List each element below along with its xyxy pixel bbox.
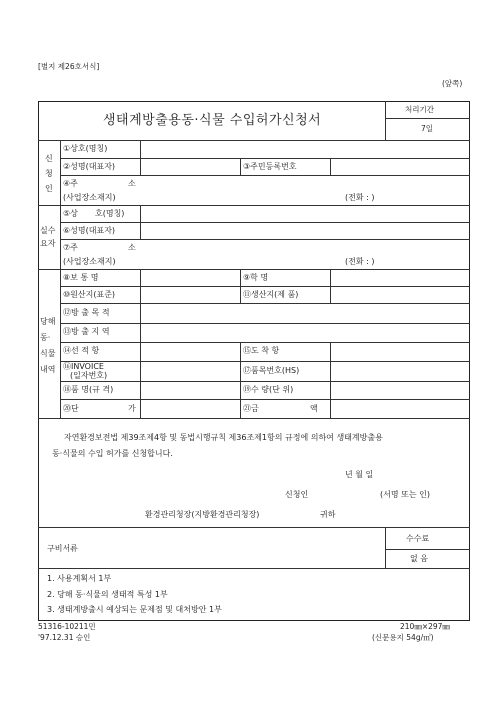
arrival-port-label: ⑮도 착 항	[243, 346, 280, 355]
processing-period-label: 처리기간	[405, 105, 434, 114]
shipping-port-label: ⑭선 적 항	[63, 346, 100, 355]
amount-label-end: 액	[310, 404, 318, 413]
details-section-label: 식물	[40, 349, 56, 358]
addressee: 환경관리청장(지방환경관리청장)	[145, 510, 260, 519]
release-purpose-label: ⑫방 출 목 적	[63, 308, 110, 317]
invoice-label: ⑯INVOICE	[63, 362, 104, 371]
applicant-resident-number-label: ③주민등록번호	[243, 162, 297, 171]
applicant-section-char: 인	[45, 184, 53, 193]
required-document-item: 2. 당해 동·식물의 생태적 특성 1부	[47, 590, 168, 599]
scientific-name-label: ⑨학 명	[243, 273, 269, 282]
signature-note: (서명 또는 인)	[380, 490, 430, 499]
quantity-label: ⑲수 량(단 위)	[243, 385, 294, 394]
applicant-signature-label: 신청인	[285, 490, 309, 499]
invoice-sublabel: (일자번호)	[70, 371, 108, 380]
importer-representative-label: ⑥성명(대표자)	[63, 226, 116, 235]
unit-price-label: ⑳단	[63, 404, 79, 413]
applicant-section-char: 신	[45, 154, 53, 163]
importer-phone-label: (전화 : )	[345, 257, 375, 266]
production-place-label: ⑪생산지(제 품)	[243, 290, 299, 299]
applicant-address-label: ④주	[63, 179, 78, 188]
page-side-label: (앞쪽)	[442, 79, 463, 88]
applicant-workplace-label: (사업장소재지)	[63, 193, 116, 202]
details-section-label: 당해	[40, 317, 56, 326]
details-section-label: 동·	[40, 333, 51, 342]
applicant-address-label-end: 소	[128, 179, 136, 188]
details-section-label: 내역	[40, 365, 56, 374]
required-document-item: 1. 사용계획서 1부	[47, 574, 112, 583]
amount-label: ㉑금	[243, 404, 259, 413]
unit-price-label-end: 가	[128, 404, 136, 413]
approval-date: '97.12.31 승인	[38, 633, 91, 642]
application-date: 년 월 일	[345, 470, 374, 479]
form-code: 51316-10211민	[38, 622, 96, 631]
fee-label: 수수료	[406, 534, 430, 543]
honorific: 귀하	[320, 510, 336, 519]
processing-period-value: 7일	[421, 124, 434, 133]
importer-name-label-end: 호(명칭)	[95, 209, 125, 218]
importer-section-label: 요자	[40, 239, 56, 248]
form-title: 생태계방출용동·식물 수입허가신청서	[103, 113, 322, 128]
product-name-label: ⑱품 명(규 격)	[63, 385, 114, 394]
applicant-section-char: 청	[45, 169, 53, 178]
required-documents-label: 구비서류	[47, 544, 78, 553]
statement-line: 동·식물의 수입 허가를 신청합니다.	[52, 449, 173, 458]
importer-name-label: ⑤상	[63, 209, 78, 218]
paper-spec: (신문용지 54g/㎡)	[372, 633, 434, 642]
importer-address-label-end: 소	[128, 243, 136, 252]
common-name-label: ⑧보 통 명	[63, 273, 99, 282]
applicant-phone-label: (전화 : )	[345, 193, 375, 202]
fee-value: 없 음	[410, 554, 428, 563]
required-document-item: 3. 생태계방출시 예상되는 문제점 및 대처방안 1부	[47, 605, 222, 614]
statement-line: 자연환경보전법 제39조제4항 및 동법시행규칙 제36조제1항의 규정에 의하여 생태계방출용	[64, 433, 383, 442]
release-area-label: ⑬방 출 지 역	[63, 327, 110, 336]
origin-label: ⑩원산지(표준)	[63, 290, 116, 299]
applicant-representative-label: ②성명(대표자)	[63, 162, 116, 171]
paper-size: 210㎜×297㎜	[400, 622, 450, 631]
form-number: [별지 제26호서식]	[38, 62, 100, 71]
hs-code-label: ⑰품목번호(HS)	[243, 366, 300, 375]
importer-address-label: ⑦주	[63, 243, 78, 252]
applicant-name-label: ①상호(명칭)	[63, 144, 108, 153]
importer-workplace-label: (사업장소재지)	[63, 257, 116, 266]
importer-section-label: 실수	[40, 226, 56, 235]
